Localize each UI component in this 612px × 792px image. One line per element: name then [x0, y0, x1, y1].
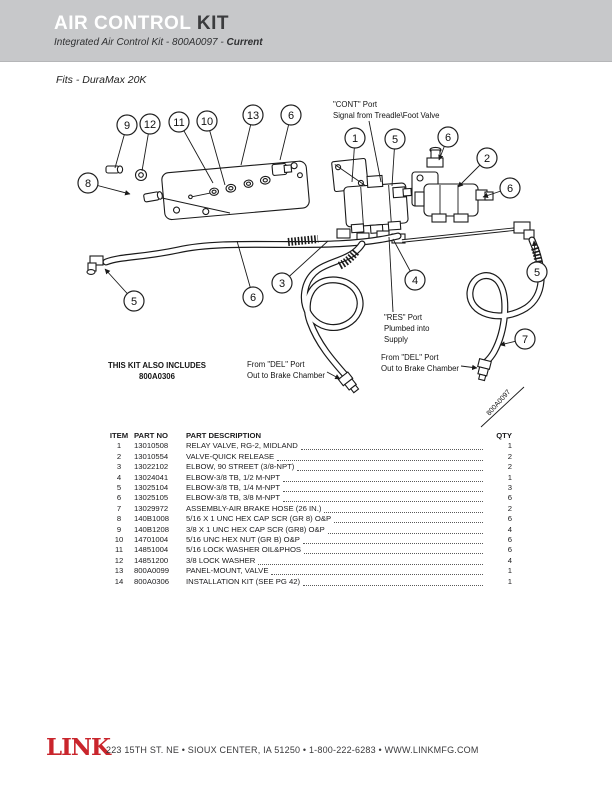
callout-number: 9: [123, 119, 131, 132]
dot-leader: [303, 543, 483, 544]
description-text: ELBOW-3/8 TB, 1/4 M-NPT: [186, 483, 281, 493]
cell-part-no: 14851200: [134, 555, 169, 565]
cell-description: [186, 452, 486, 462]
description-text: 5/16 UNC HEX NUT (GR B) O&P: [186, 535, 300, 545]
del-port-left-label: From "DEL" Port Out to Brake Chamber: [247, 360, 326, 380]
description-text: ELBOW-3/8 TB, 1/2 M-NPT: [186, 472, 281, 482]
col-qty: QTY: [496, 431, 512, 440]
cell-description: [186, 473, 486, 483]
title-primary: AIR CONTROL: [54, 13, 192, 34]
dot-leader: [277, 460, 483, 461]
description-text: 5/16 LOCK WASHER OIL&PHOS: [186, 545, 302, 555]
description-text: RELAY VALVE, RG-2, MIDLAND: [186, 441, 298, 451]
description-text: ASSEMBLY-AIR BRAKE HOSE (26 IN.): [186, 503, 322, 513]
callout-leaders: [88, 115, 537, 345]
callout-number: 7: [521, 333, 529, 346]
callout-number: 6: [444, 131, 452, 144]
description-text: INSTALLATION KIT (SEE PG 42): [186, 576, 301, 586]
col-part-no: PART NO: [134, 431, 169, 440]
dot-leader: [258, 564, 483, 565]
relay-valve-drawing: [332, 158, 414, 243]
table-row: [104, 577, 512, 587]
description-text: VALVE-QUICK RELEASE: [186, 451, 275, 461]
assembly-diagram: [0, 92, 612, 432]
drawing-number-stamp: [481, 387, 524, 427]
cell-part-no: 13010508: [134, 441, 169, 451]
cell-qty: 2: [507, 503, 512, 513]
link-logo: LINK: [46, 734, 110, 761]
del-port-right-label: From "DEL" Port Out to Brake Chamber: [381, 353, 460, 373]
subtitle-status: Current: [226, 37, 263, 48]
col-item: ITEM: [109, 431, 129, 440]
cell-qty: 1: [507, 576, 512, 586]
callout-number: 5: [130, 295, 138, 308]
footer-address: 223 15TH ST. NE • SIOUX CENTER, IA 51250 • 1-800-222-6283 • WWW.LINKMFG.COM: [106, 745, 479, 755]
table-row: [104, 504, 512, 514]
cell-item: 8: [116, 514, 122, 524]
callout-number: 10: [200, 115, 214, 128]
cell-item: 4: [116, 472, 122, 482]
description-text: ELBOW, 90 STREET (3/8-NPT): [186, 462, 295, 472]
description-text: 3/8 LOCK WASHER: [186, 555, 256, 565]
callout-number: 2: [483, 152, 491, 165]
cell-qty: 4: [507, 555, 512, 565]
cell-description: [186, 504, 486, 514]
table-row: [104, 473, 512, 483]
cell-part-no: 13022102: [134, 462, 169, 472]
cell-description: [186, 556, 486, 566]
cell-item: 2: [116, 451, 122, 461]
page-subtitle: [54, 37, 612, 48]
cell-item: 6: [116, 493, 122, 503]
table-row: [104, 566, 512, 576]
cell-part-no: 800A0099: [134, 566, 170, 576]
table-row: [104, 452, 512, 462]
dot-leader: [283, 481, 483, 482]
dot-leader: [301, 449, 483, 450]
cell-description: [186, 577, 486, 587]
callout-number: 3: [278, 277, 286, 290]
cell-description: [186, 525, 486, 535]
cell-item: 10: [114, 535, 124, 545]
table-row: [104, 493, 512, 503]
cell-part-no: 13029972: [134, 503, 169, 513]
cell-part-no: 14701004: [134, 535, 169, 545]
cell-part-no: 13024041: [134, 472, 169, 482]
description-text: PANEL-MOUNT, VALVE: [186, 566, 269, 576]
cell-item: 9: [116, 524, 122, 534]
cell-item: 12: [114, 555, 124, 565]
cell-description: [186, 514, 486, 524]
description-text: 3/8 X 1 UNC HEX CAP SCR (GR8) O&P: [186, 524, 325, 534]
cell-item: 3: [116, 462, 122, 472]
cell-description: [186, 483, 486, 493]
air-hose-right-drawing: [470, 240, 541, 381]
fits-note: Fits - DuraMax 20K: [56, 74, 147, 86]
description-text: 5/16 X 1 UNC HEX CAP SCR (GR 8) O&P: [186, 514, 332, 524]
cell-qty: 6: [507, 493, 512, 503]
parts-table: [104, 431, 512, 587]
cell-qty: 1: [507, 472, 512, 482]
callout-number: 6: [287, 109, 295, 122]
dot-leader: [283, 491, 483, 492]
kit-includes-label: THIS KIT ALSO INCLUDES 800A0306: [107, 361, 207, 381]
cell-item: 13: [114, 566, 124, 576]
callout-number: 12: [143, 118, 157, 131]
cell-item: 5: [116, 483, 122, 493]
col-description: PART DESCRIPTION: [186, 431, 262, 440]
title-secondary: KIT: [196, 13, 229, 34]
res-port-label: "RES" Port Plumbed into Supply: [384, 313, 430, 344]
drawing-number: 800A0097: [485, 388, 513, 418]
cell-qty: 4: [507, 524, 512, 534]
table-row: [104, 535, 512, 545]
cell-qty: 6: [507, 514, 512, 524]
callout-number: 6: [249, 291, 257, 304]
dot-leader: [324, 512, 483, 513]
callout-number: 5: [533, 266, 541, 279]
cell-description: [186, 535, 486, 545]
dot-leader: [271, 574, 483, 575]
cell-part-no: 140B1008: [134, 514, 170, 524]
callout-number: 1: [351, 132, 359, 145]
mounting-panel-drawing: [161, 161, 310, 220]
cont-port-label: "CONT" Port Signal from Treadle\Foot Valve: [333, 100, 440, 120]
cell-part-no: 13010554: [134, 451, 169, 461]
subtitle-prefix: Integrated Air Control Kit - 800A0097 -: [54, 37, 227, 48]
cell-description: [186, 441, 486, 451]
table-body: [104, 441, 512, 587]
callout-number: 6: [506, 182, 514, 195]
table-row: [104, 556, 512, 566]
cell-description: [186, 462, 486, 472]
cell-part-no: 13025105: [134, 493, 169, 503]
callout-number: 11: [173, 116, 185, 129]
table-row: [104, 514, 512, 524]
dot-leader: [328, 533, 483, 534]
cell-part-no: 800A0306: [134, 576, 170, 586]
callout-number: 8: [84, 177, 92, 190]
dot-leader: [304, 553, 483, 554]
cell-qty: 3: [507, 483, 512, 493]
table-row: [104, 462, 512, 472]
table-row: [104, 525, 512, 535]
callout-number: 4: [411, 274, 419, 287]
cell-part-no: 140B1208: [134, 524, 170, 534]
cell-description: [186, 545, 486, 555]
description-text: ELBOW-3/8 TB, 3/8 M-NPT: [186, 493, 281, 503]
cell-qty: 2: [507, 451, 512, 461]
cell-part-no: 14851004: [134, 545, 169, 555]
cell-qty: 2: [507, 462, 512, 472]
table-header: [104, 431, 512, 441]
dot-leader: [303, 585, 483, 586]
table-row: [104, 483, 512, 493]
dot-leader: [283, 501, 483, 502]
table-row: [104, 441, 512, 451]
page-title: [54, 13, 612, 35]
cell-qty: 6: [507, 545, 512, 555]
cell-item: 7: [116, 503, 122, 513]
cell-qty: 1: [507, 441, 512, 451]
cell-qty: 1: [507, 566, 512, 576]
cell-item: 1: [116, 441, 122, 451]
cell-item: 11: [115, 545, 123, 555]
cell-description: [186, 566, 486, 576]
cell-description: [186, 493, 486, 503]
callout-number: 5: [391, 133, 399, 146]
cell-qty: 6: [507, 535, 512, 545]
callout-number: 13: [246, 109, 260, 122]
dot-leader: [297, 470, 483, 471]
dot-leader: [334, 522, 483, 523]
cell-part-no: 13025104: [134, 483, 169, 493]
air-tube-right-drawing: [402, 222, 534, 241]
table-row: [104, 545, 512, 555]
cell-item: 14: [114, 576, 124, 586]
header-banner: [0, 0, 612, 62]
